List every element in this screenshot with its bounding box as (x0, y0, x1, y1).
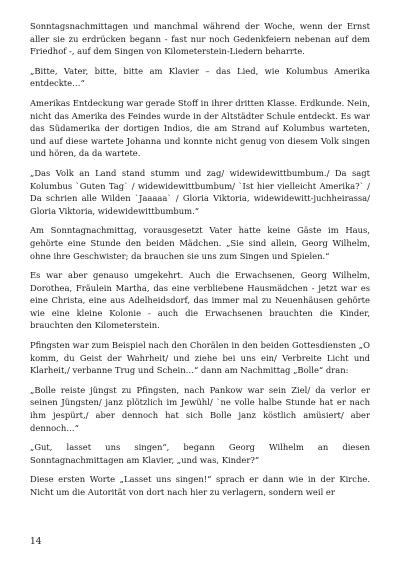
paragraph-10: Diese ersten Worte „Lasset uns singen!“ sprach er dann wie in der Kirche. Nicht um die Autorität von dort nach hier zu verlagern, sondern weil er (30, 474, 370, 497)
paragraph-9: „Gut, lasset uns singen“, begann Georg Wilhelm an diesen Sonntagnachmittagen am Klavier, „und was, Kinder?“ (30, 442, 370, 465)
paragraph-6: Es war aber genauso umgekehrt. Auch die Erwachsenen, Georg Wilhelm, Dorothea, Fräulein Martha, das eine verbliebene Hausmädchen - jetzt war es eine Christa, eine aus Adelheidsdorf, das immer mal zu Neuenhäusen gehörte wie eine kleine Kolonie - auch die Erwachsenen brauchten die Kinder, brauchten den Kilometerstein. (30, 270, 370, 331)
paragraph-5: Am Sonntagnachmittag, vorausgesetzt Vater hatte keine Gäste im Haus, gehörte eine Stunde den beiden Mädchen. „Sie sind allein, Georg Wilhelm, ohne ihre Geschwister; da brauchen sie uns zum Singen und Spielen.“ (30, 225, 370, 261)
page-body (30, 20, 370, 506)
paragraph-2: „Bitte, Vater, bitte, bitte am Klavier – das Lied, wie Kolumbus Amerika entdeckte…“ (30, 65, 370, 89)
paragraph-1: Sonntagsnachmittagen und manchmal während der Woche, wenn der Ernst aller sie zu erdrücken begann - fast nur noch Gedenkfeiern nebenan auf dem Friedhof -, auf dem Singen von Kilometerstein-Liedern beharrte. (30, 21, 370, 57)
page-number: 14 (30, 537, 42, 547)
paragraph-3: Amerikas Entdeckung war gerade Stoff in ihrer dritten Klasse. Erdkunde. Nein, nicht das Amerika des Feindes wurde in der Altstädter Schule entdeckt. Es war das Südamerika der dortigen Indios, die am Strand auf Kolumbus warteten, und auf diese wartete Johanna und konnte nicht genug von diesem Volk singen und hören, da da wartete. (30, 97, 370, 159)
paragraph-4: „Das Volk an Land stand stumm und zag/ widewidewittbumbum./ Da sagt Kolumbus `Guten Tag` / widewidewittbumbum/ `Ist hier vielleicht Amerika?` / Da schrien alle Wilden `Jaaaaa` / Gloria Viktoria, widewidewitt-juchheirassa/ Gloria Viktoria, widewidewittbumbum.“ (30, 167, 370, 216)
paragraph-7: Pfingsten war zum Beispiel nach den Chorälen in den beiden Gottesdiensten „O komm, du Geist der Wahrheit/ und ziehe bei uns ein/ Verbreite Licht und Klarheit,/ verbanne Trug und Schein…“ dann am Nachmittag „Bolle“ dran: (30, 340, 370, 376)
paragraph-8: „Bolle reiste jüngst zu Pfingsten, nach Pankow war sein Ziel/ da verlor er seinen Jüngsten/ janz plötzlich im Jewühl/ `ne volle halbe Stunde hat er nach ihm jespürt,/ aber dennoch hat sich Bolle janz köstlich amüsiert/ aber dennoch…“ (30, 384, 370, 433)
